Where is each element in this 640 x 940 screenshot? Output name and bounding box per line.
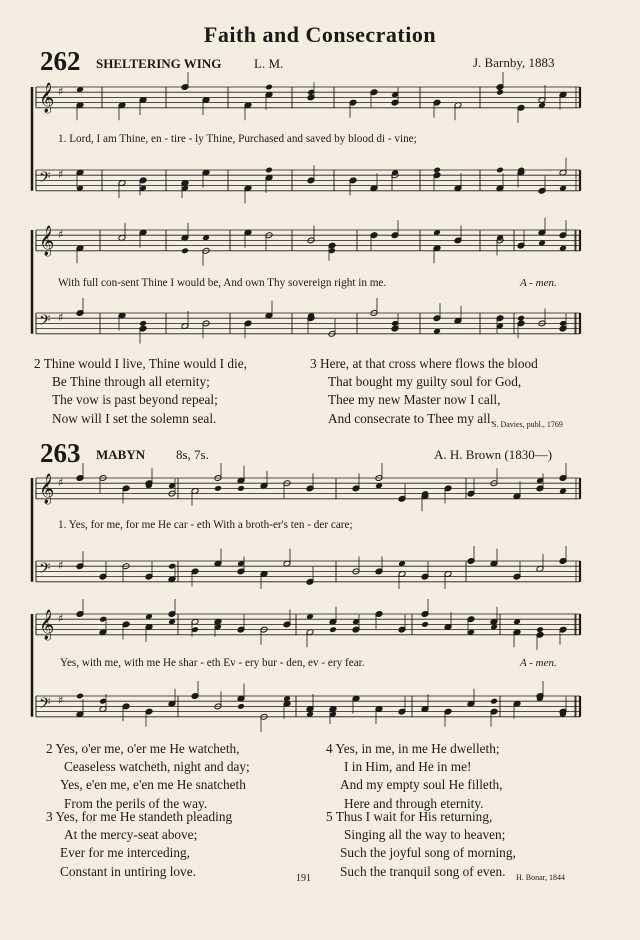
section-title: Faith and Consecration — [203, 22, 437, 47]
note-head — [536, 626, 544, 633]
sharp-icon: ♯ — [58, 85, 64, 98]
text-credit: S. Davies, publ., 1769 — [492, 420, 563, 429]
amen-label: A - men. — [520, 277, 557, 289]
hymn-number: 263 — [40, 438, 81, 468]
note-head — [237, 485, 245, 492]
lyric-line: 1. Yes, for me, for me He car - eth With a broth-er's ten - der care; — [58, 519, 353, 531]
meter: L. M. — [254, 56, 284, 71]
amen-label: A - men. — [520, 657, 557, 669]
stanza: 5 Thus I wait for His returning, Singing all the way to heaven; Such the joyful song of morning, Such the tranquil song of even. — [326, 809, 516, 879]
sharp-icon: ♯ — [58, 228, 64, 241]
composer: A. H. Brown (1830—) — [434, 447, 553, 462]
stanza: 2 Yes, o'er me, o'er me He watcheth, Ceaseless watcheth, night and day; Yes, e'en me, e'en me He snatcheth From the perils of the way. — [46, 741, 250, 811]
text-credit: H. Bonar, 1844 — [516, 873, 566, 882]
note-head — [490, 698, 498, 705]
meter: 8s, 7s. — [176, 447, 209, 462]
hymn-number: 262 — [40, 46, 81, 76]
treble-clef-icon: 𝄞 — [39, 610, 55, 640]
bass-clef-icon: 𝄢 — [39, 169, 51, 190]
sharp-icon: ♯ — [58, 612, 64, 625]
sharp-icon: ♯ — [58, 476, 64, 489]
bass-clef-icon: 𝄢 — [39, 695, 51, 716]
lyric-line: Yes, with me, with me He shar - eth Ev - ery bur - den, ev - ery fear. — [60, 657, 365, 669]
sharp-icon: ♯ — [58, 694, 64, 707]
page-number: 191 — [296, 873, 311, 884]
stanza: 3 Yes, for me He standeth pleading At the mercy-seat above; Ever for me interceding, Constant in untiring love. — [46, 809, 233, 879]
sharp-icon: ♯ — [58, 559, 64, 572]
stanza: 3 Here, at that cross where flows the blood That bought my guilty soul for God, Thee my new Master now I call, And consecrate to Thee my all. — [310, 356, 538, 426]
lyric-line: 1. Lord, I am Thine, en - tire - ly Thine, Purchased and saved by blood di - vine; — [58, 133, 417, 145]
composer: J. Barnby, 1883 — [473, 55, 555, 70]
tune-name: MABYN — [96, 447, 146, 462]
sharp-icon: ♯ — [58, 168, 64, 181]
tune-name: SHELTERING WING — [96, 56, 222, 71]
treble-clef-icon: 𝄞 — [39, 226, 55, 256]
bass-clef-icon: 𝄢 — [39, 560, 51, 581]
treble-clef-icon: 𝄞 — [39, 474, 55, 504]
note-head — [76, 693, 84, 700]
note-head — [329, 626, 337, 633]
stanza: 2 Thine would I live, Thine would I die, Be Thine through all eternity; The vow is past beyond repeal; Now will I set the solemn seal. — [34, 356, 247, 426]
note-head — [214, 485, 222, 492]
note-head — [421, 621, 429, 628]
bass-clef-icon: 𝄢 — [39, 312, 51, 333]
sharp-icon: ♯ — [58, 311, 64, 324]
lyric-line: With full con-sent Thine I would be, And own Thy sovereign right in me. — [58, 277, 387, 289]
treble-clef-icon: 𝄞 — [39, 83, 55, 113]
note-head — [237, 703, 245, 710]
stanza: 4 Yes, in me, in me He dwelleth; I in Him, and He in me! And my empty soul He filleth, Here and through eternity. — [326, 741, 503, 811]
